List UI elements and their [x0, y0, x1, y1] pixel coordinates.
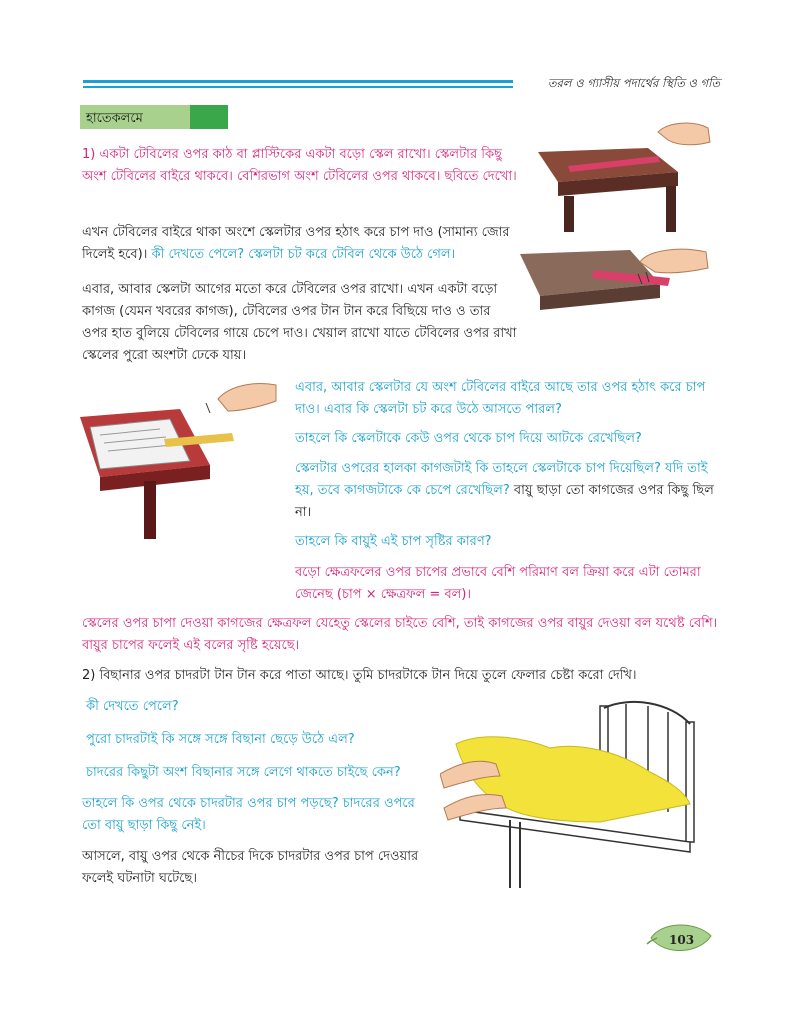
- activity1-step3: এবার, আবার স্কেলটা আগের মতো করে টেবিলের ওপর রাখো। এখন একটা বড়ো কাগজ (যেমন খবরের কাগজ), টেবিলের ওপর টান টান করে বিছিয়ে দাও ও তার ওপর হাত বুলিয়ে টেবিলের গায়ে চেপে দাও। খেয়াল রাখো যাতে টেবিলের ওপর রাখা স্কেলের পুরো অংশটা ঢেকে যায়।: [82, 282, 517, 363]
- activity2-question1: কী দেখতে পেলে?: [86, 699, 179, 714]
- hand-icon: [218, 384, 276, 411]
- table-newspaper-illustration: [80, 377, 280, 543]
- page-number: 103: [669, 933, 695, 947]
- activity2-conclusion: আসলে, বায়ু ওপর থেকে নীচের দিকে চাদরটার ওপর চাপ দেওয়ার ফলেই ঘটনাটা ঘটেছে।: [82, 849, 419, 886]
- activity2-question3: চাদরের কিছুটা অংশ বিছানার সঙ্গে লেগে থাকতে চাইছে কেন?: [86, 765, 401, 780]
- table-ruler-illustration-2: [520, 244, 712, 336]
- table-leg: [144, 481, 156, 539]
- activity2-question2: পুরো চাদরটাই কি সঙ্গে সঙ্গে বিছানা ছেড়ে উঠে এল?: [86, 732, 355, 747]
- table-leg: [564, 196, 574, 232]
- bed-headboard-post: [686, 722, 694, 842]
- activity1-step2-instruction: এখন টেবিলের বাইরে থাকা অংশে স্কেলটার ওপর হঠাৎ করে চাপ দাও (সামান্য জোর দিলেই হবে)।: [82, 225, 510, 262]
- activity1-question3: [295, 458, 725, 524]
- bed-sheet-illustration: [440, 692, 720, 888]
- header-rule-bottom: [83, 86, 513, 88]
- activity2-intro: 2) বিছানার ওপর চাদরটা টান টান করে পাতা আছে। তুমি চাদরটাকে টান দিয়ে তুলে ফেলার চেষ্টা করো দেখি।: [82, 668, 637, 683]
- activity1-question4: তাহলে কি বায়ুই এই চাপ সৃষ্টির কারণ?: [295, 534, 492, 549]
- header-rule-top: [83, 80, 513, 83]
- table-ruler-illustration-1: [528, 112, 712, 234]
- bed-headboard-rail: [604, 702, 690, 724]
- hand-icon: [640, 249, 708, 273]
- section-tag-label: হাতেকলমে: [86, 111, 143, 126]
- activity1-step2-observation: কী দেখতে পেলে? স্কেলটা চট করে টেবিল থেকে উঠে গেল।: [151, 247, 456, 262]
- activity1-question3-text: স্কেলটার ওপরের হালকা কাগজটাই কি তাহলে স্কেলটাকে চাপ দিয়েছিল? যদি তাই হয়, তবে কাগজটাকে কে চেপে রেখেছিল?: [295, 461, 708, 498]
- activity1-question5: বড়ো ক্ষেত্রফলের ওপর চাপের প্রভাবে বেশি পরিমাণ বল ক্রিয়া করে এটা তোমরা জেনেছ (চাপ × ক্ষেত্রফল = বল)।: [295, 565, 701, 602]
- table-leg: [666, 186, 676, 232]
- activity1-question2: তাহলে কি স্কেলটাকে কেউ ওপর থেকে চাপ দিয়ে আটকে রেখেছিল?: [295, 431, 642, 446]
- activity1-question3-answer: বায়ু ছাড়া তো কাগজের ওপর কিছু ছিল না।: [295, 483, 714, 520]
- activity1-question1: এবার, আবার স্কেলটার যে অংশ টেবিলের বাইরে আছে তার ওপর হঠাৎ করে চাপ দাও। এবার কি স্কেলটা চট করে উঠে আসতে পারল?: [295, 380, 706, 417]
- section-tag: [80, 105, 228, 129]
- arrow-down-icon: [206, 403, 210, 413]
- section-tag-accent: [190, 105, 228, 129]
- activity1-intro: 1) একটা টেবিলের ওপর কাঠ বা প্লাস্টিকের একটা বড়ো স্কেল রাখো। স্কেলটার কিছু অংশ টেবিলের বাইরে থাকবে। বেশিরভাগ অংশ টেবিলের ওপর থাকবে। ছবিতে দেখো।: [82, 147, 517, 184]
- activity1-step2: [82, 222, 517, 266]
- hand-icon: [658, 123, 710, 145]
- chapter-title: তরল ও গ্যাসীয় পদার্থের স্থিতি ও গতি: [547, 76, 720, 90]
- activity1-conclusion: স্কেলের ওপর চাপা দেওয়া কাগজের ক্ষেত্রফল যেহেতু স্কেলের চাইতে বেশি, তাই কাগজের ওপর বায়ুর দেওয়া বল যথেষ্ট বেশি। বায়ুর চাপের ফলেই এই বলের সৃষ্টি হয়েছে।: [82, 616, 718, 653]
- activity2-question4: তাহলে কি ওপর থেকে চাদরটার ওপর চাপ পড়ছে? চাদরের ওপরে তো বায়ু ছাড়া কিছু নেই।: [82, 796, 415, 833]
